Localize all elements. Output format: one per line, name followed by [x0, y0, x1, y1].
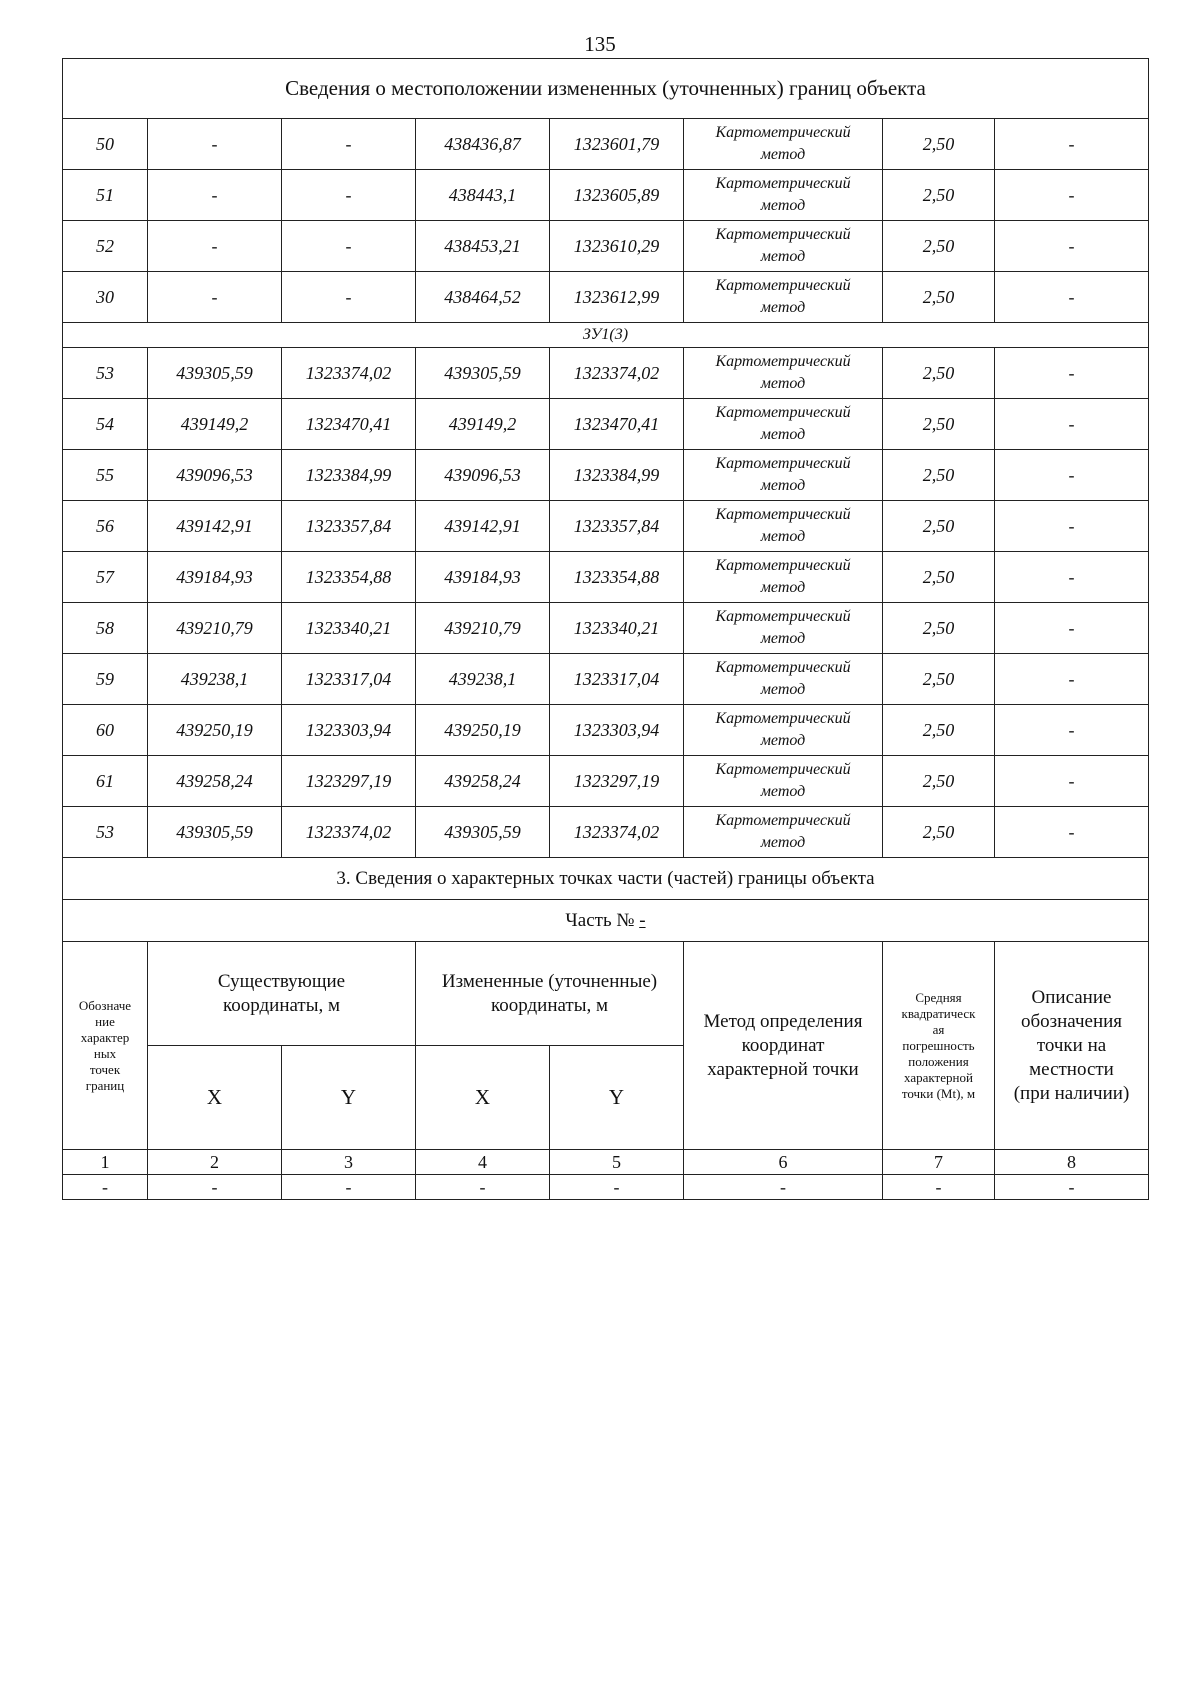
existing-x: - [148, 272, 282, 323]
mean-square-error: 2,50 [883, 756, 995, 807]
existing-y: - [282, 221, 416, 272]
existing-x: 439142,91 [148, 501, 282, 552]
method [684, 705, 883, 756]
header-description [995, 942, 1149, 1150]
header-designation-line: границ [85, 1077, 125, 1093]
table-row [63, 272, 1149, 323]
mean-square-error: 2,50 [883, 221, 995, 272]
table-row [63, 170, 1149, 221]
method-line: метод [760, 426, 806, 443]
method-line: метод [760, 197, 806, 214]
existing-y: 1323470,41 [282, 399, 416, 450]
changed-y: 1323297,19 [550, 756, 684, 807]
changed-x: 439210,79 [416, 603, 550, 654]
mean-square-error: 2,50 [883, 603, 995, 654]
header-method-line: характерной точки [707, 1058, 859, 1080]
header-method-line: Метод определения [703, 1010, 863, 1032]
existing-x: - [148, 119, 282, 170]
changed-y: 1323357,84 [550, 501, 684, 552]
existing-y: - [282, 272, 416, 323]
method-line: метод [760, 375, 806, 392]
changed-x: 438464,52 [416, 272, 550, 323]
changed-x: 438436,87 [416, 119, 550, 170]
header-description-line: (при наличии) [1013, 1082, 1130, 1104]
method [684, 170, 883, 221]
table-row [63, 399, 1149, 450]
existing-x: - [148, 221, 282, 272]
header-method-line: координат [741, 1034, 825, 1056]
empty-cell: - [416, 1175, 550, 1200]
method-line: Картометрический [715, 659, 851, 676]
method-line: Картометрический [715, 175, 851, 192]
header-designation-line: ных [93, 1045, 117, 1061]
changed-y: 1323374,02 [550, 807, 684, 858]
header-description-line: Описание [1031, 986, 1112, 1008]
existing-x: 439096,53 [148, 450, 282, 501]
table-row [63, 552, 1149, 603]
method-line: метод [760, 579, 806, 596]
method-line: Картометрический [715, 812, 851, 829]
column-numbers-row [63, 1150, 1149, 1175]
changed-y: 1323340,21 [550, 603, 684, 654]
empty-cell: - [550, 1175, 684, 1200]
header-designation-line: точек [89, 1061, 121, 1077]
point-description: - [995, 756, 1149, 807]
existing-x: 439149,2 [148, 399, 282, 450]
mean-square-error: 2,50 [883, 807, 995, 858]
changed-x: 438453,21 [416, 221, 550, 272]
empty-data-row [63, 1175, 1149, 1200]
method [684, 348, 883, 399]
point-description: - [995, 119, 1149, 170]
mean-square-error: 2,50 [883, 399, 995, 450]
point-number: 30 [63, 272, 148, 323]
header-mt-line: характерной [904, 1069, 973, 1085]
table-row [63, 603, 1149, 654]
point-description: - [995, 705, 1149, 756]
table-row [63, 705, 1149, 756]
point-number: 60 [63, 705, 148, 756]
header-mean-square-error [883, 942, 995, 1150]
changed-x: 439238,1 [416, 654, 550, 705]
column-number: 2 [148, 1150, 282, 1175]
method-line: метод [760, 630, 806, 647]
page-number: 135 [584, 32, 616, 56]
point-number: 55 [63, 450, 148, 501]
column-number: 4 [416, 1150, 550, 1175]
existing-y: 1323384,99 [282, 450, 416, 501]
method-line: метод [760, 732, 806, 749]
table-row [63, 654, 1149, 705]
point-number: 57 [63, 552, 148, 603]
group-label-row [63, 323, 1149, 348]
method [684, 221, 883, 272]
column-number: 1 [63, 1150, 148, 1175]
column-number: 8 [995, 1150, 1149, 1175]
changed-y: 1323354,88 [550, 552, 684, 603]
changed-y: 1323605,89 [550, 170, 684, 221]
existing-y: 1323317,04 [282, 654, 416, 705]
header-mt-line: погрешность [902, 1037, 975, 1053]
existing-x: 439250,19 [148, 705, 282, 756]
changed-x: 439305,59 [416, 348, 550, 399]
method [684, 501, 883, 552]
point-description: - [995, 399, 1149, 450]
header-changed-y: Y [550, 1046, 684, 1150]
empty-cell: - [282, 1175, 416, 1200]
method [684, 272, 883, 323]
changed-y: 1323601,79 [550, 119, 684, 170]
existing-y: 1323374,02 [282, 348, 416, 399]
existing-x: 439305,59 [148, 807, 282, 858]
header-mt-line: ая [932, 1021, 945, 1037]
method-line: Картометрический [715, 124, 851, 141]
header-row-top [63, 942, 1149, 1046]
method [684, 119, 883, 170]
changed-x: 439250,19 [416, 705, 550, 756]
header-existing-line: координаты, м [222, 994, 341, 1016]
table-row [63, 119, 1149, 170]
point-number: 61 [63, 756, 148, 807]
method-line: Картометрический [715, 506, 851, 523]
changed-x: 439258,24 [416, 756, 550, 807]
existing-y: 1323303,94 [282, 705, 416, 756]
method-line: метод [760, 783, 806, 800]
changed-x: 439142,91 [416, 501, 550, 552]
table-row [63, 501, 1149, 552]
coordinates-table [62, 58, 1149, 1200]
method [684, 807, 883, 858]
method-line: Картометрический [715, 226, 851, 243]
method-line: Картометрический [715, 710, 851, 727]
header-existing-line: Существующие [217, 970, 346, 992]
header-description-line: обозначения [1020, 1010, 1123, 1032]
mean-square-error: 2,50 [883, 170, 995, 221]
table-title: Сведения о местоположении измененных (уточненных) границ объекта [63, 59, 1149, 119]
point-number: 50 [63, 119, 148, 170]
header-changed-line: координаты, м [490, 994, 609, 1016]
empty-cell: - [883, 1175, 995, 1200]
mean-square-error: 2,50 [883, 654, 995, 705]
point-description: - [995, 450, 1149, 501]
header-mt-line: Средняя [915, 989, 962, 1005]
existing-y: 1323357,84 [282, 501, 416, 552]
header-changed-coords [416, 942, 684, 1046]
method [684, 399, 883, 450]
empty-cell: - [148, 1175, 282, 1200]
changed-x: 439149,2 [416, 399, 550, 450]
existing-x: 439238,1 [148, 654, 282, 705]
existing-y: - [282, 119, 416, 170]
point-number: 53 [63, 807, 148, 858]
mean-square-error: 2,50 [883, 501, 995, 552]
point-number: 52 [63, 221, 148, 272]
point-description: - [995, 170, 1149, 221]
point-description: - [995, 603, 1149, 654]
changed-x: 439305,59 [416, 807, 550, 858]
method-line: метод [760, 834, 806, 851]
part-label: Часть № [565, 909, 640, 931]
changed-y: 1323610,29 [550, 221, 684, 272]
method-line: метод [760, 299, 806, 316]
table-row [63, 807, 1149, 858]
header-description-line: местности [1029, 1058, 1114, 1080]
method [684, 654, 883, 705]
method [684, 603, 883, 654]
changed-y: 1323303,94 [550, 705, 684, 756]
header-designation-line: характер [80, 1029, 130, 1045]
empty-cell: - [63, 1175, 148, 1200]
existing-x: 439184,93 [148, 552, 282, 603]
changed-y: 1323470,41 [550, 399, 684, 450]
mean-square-error: 2,50 [883, 119, 995, 170]
existing-y: 1323374,02 [282, 807, 416, 858]
method-line: Картометрический [715, 277, 851, 294]
point-number: 53 [63, 348, 148, 399]
group-label: ЗУ1(3) [63, 323, 1149, 348]
changed-y: 1323317,04 [550, 654, 684, 705]
point-description: - [995, 348, 1149, 399]
table-row [63, 348, 1149, 399]
method-line: Картометрический [715, 608, 851, 625]
method-line: Картометрический [715, 761, 851, 778]
empty-cell: - [684, 1175, 883, 1200]
table-row [63, 450, 1149, 501]
column-number: 5 [550, 1150, 684, 1175]
part-value: - [639, 909, 646, 931]
column-number: 7 [883, 1150, 995, 1175]
method-line: метод [760, 681, 806, 698]
changed-x: 438443,1 [416, 170, 550, 221]
method-line: метод [760, 146, 806, 163]
method-line: Картометрический [715, 353, 851, 370]
header-designation [63, 942, 148, 1150]
point-description: - [995, 272, 1149, 323]
method [684, 552, 883, 603]
existing-y: 1323297,19 [282, 756, 416, 807]
changed-x: 439184,93 [416, 552, 550, 603]
existing-x: 439258,24 [148, 756, 282, 807]
changed-x: 439096,53 [416, 450, 550, 501]
column-number: 3 [282, 1150, 416, 1175]
header-changed-line: Измененные (уточненные) [441, 970, 658, 992]
mean-square-error: 2,50 [883, 450, 995, 501]
method-line: Картометрический [715, 557, 851, 574]
existing-x: 439210,79 [148, 603, 282, 654]
header-changed-x: X [416, 1046, 550, 1150]
header-method [684, 942, 883, 1150]
point-number: 56 [63, 501, 148, 552]
existing-y: - [282, 170, 416, 221]
method [684, 450, 883, 501]
point-number: 58 [63, 603, 148, 654]
header-mt-line: точки (Mt), м [901, 1085, 976, 1101]
existing-y: 1323354,88 [282, 552, 416, 603]
point-description: - [995, 501, 1149, 552]
changed-y: 1323384,99 [550, 450, 684, 501]
header-existing-y: Y [282, 1046, 416, 1150]
mean-square-error: 2,50 [883, 272, 995, 323]
mean-square-error: 2,50 [883, 552, 995, 603]
empty-cell: - [995, 1175, 1149, 1200]
method-line: метод [760, 528, 806, 545]
existing-x: - [148, 170, 282, 221]
column-number: 6 [684, 1150, 883, 1175]
header-mt-line: положения [908, 1053, 969, 1069]
point-description: - [995, 552, 1149, 603]
method-line: Картометрический [715, 404, 851, 421]
point-number: 59 [63, 654, 148, 705]
header-existing-x: X [148, 1046, 282, 1150]
section3-title: 3. Сведения о характерных точках части (частей) границы объекта [63, 858, 1149, 900]
section3-row [63, 858, 1149, 900]
point-number: 54 [63, 399, 148, 450]
mean-square-error: 2,50 [883, 348, 995, 399]
point-number: 51 [63, 170, 148, 221]
table-row [63, 756, 1149, 807]
existing-y: 1323340,21 [282, 603, 416, 654]
table-title-row [63, 59, 1149, 119]
header-mt-line: квадратическ [901, 1005, 976, 1021]
changed-y: 1323612,99 [550, 272, 684, 323]
changed-y: 1323374,02 [550, 348, 684, 399]
point-description: - [995, 221, 1149, 272]
header-existing-coords [148, 942, 416, 1046]
method-line: метод [760, 248, 806, 265]
method-line: Картометрический [715, 455, 851, 472]
header-designation-line: Обозначе [78, 997, 132, 1013]
header-designation-line: ние [95, 1013, 115, 1029]
method-line: метод [760, 477, 806, 494]
table-row [63, 221, 1149, 272]
method [684, 756, 883, 807]
part-cell [63, 900, 1149, 942]
point-description: - [995, 807, 1149, 858]
header-description-line: точки на [1036, 1034, 1107, 1056]
mean-square-error: 2,50 [883, 705, 995, 756]
existing-x: 439305,59 [148, 348, 282, 399]
part-row [63, 900, 1149, 942]
point-description: - [995, 654, 1149, 705]
